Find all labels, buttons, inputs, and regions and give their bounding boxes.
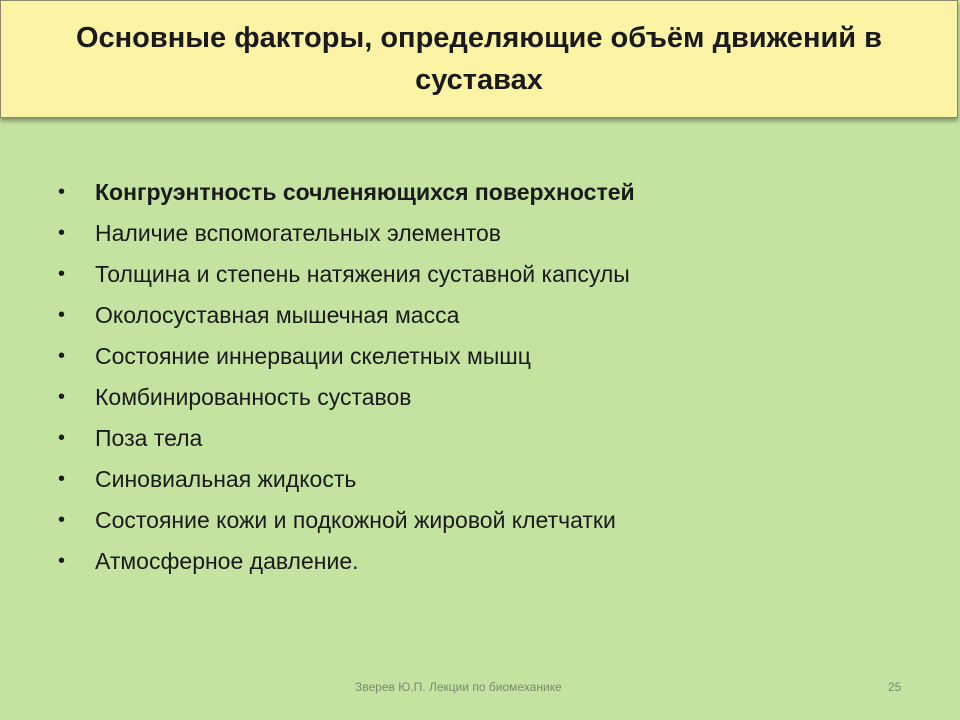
bullet-icon: •	[58, 427, 66, 449]
bullet-item	[58, 213, 918, 254]
bullet-icon: •	[58, 181, 66, 203]
bullet-text: Толщина и степень натяжения суставной капсулы	[95, 261, 630, 287]
bullet-text: Конгруэнтность сочленяющихся поверхностей	[95, 179, 635, 205]
bullet-text: Поза тела	[95, 425, 203, 451]
bullet-item	[58, 418, 918, 459]
bullet-icon: •	[58, 509, 66, 531]
slide-title: Основные факторы, определяющие объём движений в суставах	[75, 22, 882, 96]
bullet-text: Атмосферное давление.	[95, 548, 359, 574]
bullet-item	[58, 459, 918, 500]
bullet-item	[58, 254, 918, 295]
bullet-item	[58, 500, 918, 541]
bullet-item	[58, 541, 918, 582]
bullet-icon: •	[58, 550, 66, 572]
bullet-text: Наличие вспомогательных элементов	[95, 220, 502, 246]
bullet-text: Состояние иннервации скелетных мышц	[95, 343, 531, 369]
bullet-list	[58, 172, 918, 582]
bullet-icon: •	[58, 386, 66, 408]
bullet-text: Комбинированность суставов	[95, 384, 412, 410]
bullet-text: Околосуставная мышечная масса	[95, 302, 460, 328]
bullet-icon: •	[58, 222, 66, 244]
bullet-text: Синовиальная жидкость	[95, 466, 357, 492]
bullet-icon: •	[58, 263, 66, 285]
bullet-item	[58, 377, 918, 418]
bullet-item	[58, 295, 918, 336]
bullet-text: Состояние кожи и подкожной жировой клетчатки	[95, 507, 616, 533]
bullet-item	[58, 172, 918, 213]
footer-text: Зверев Ю.П. Лекции по биомеханике	[355, 680, 562, 694]
bullet-item	[58, 336, 918, 377]
title-box	[0, 0, 958, 118]
bullet-icon: •	[58, 345, 66, 367]
bullet-icon: •	[58, 468, 66, 490]
bullet-icon: •	[58, 304, 66, 326]
page-number: 25	[888, 680, 902, 694]
